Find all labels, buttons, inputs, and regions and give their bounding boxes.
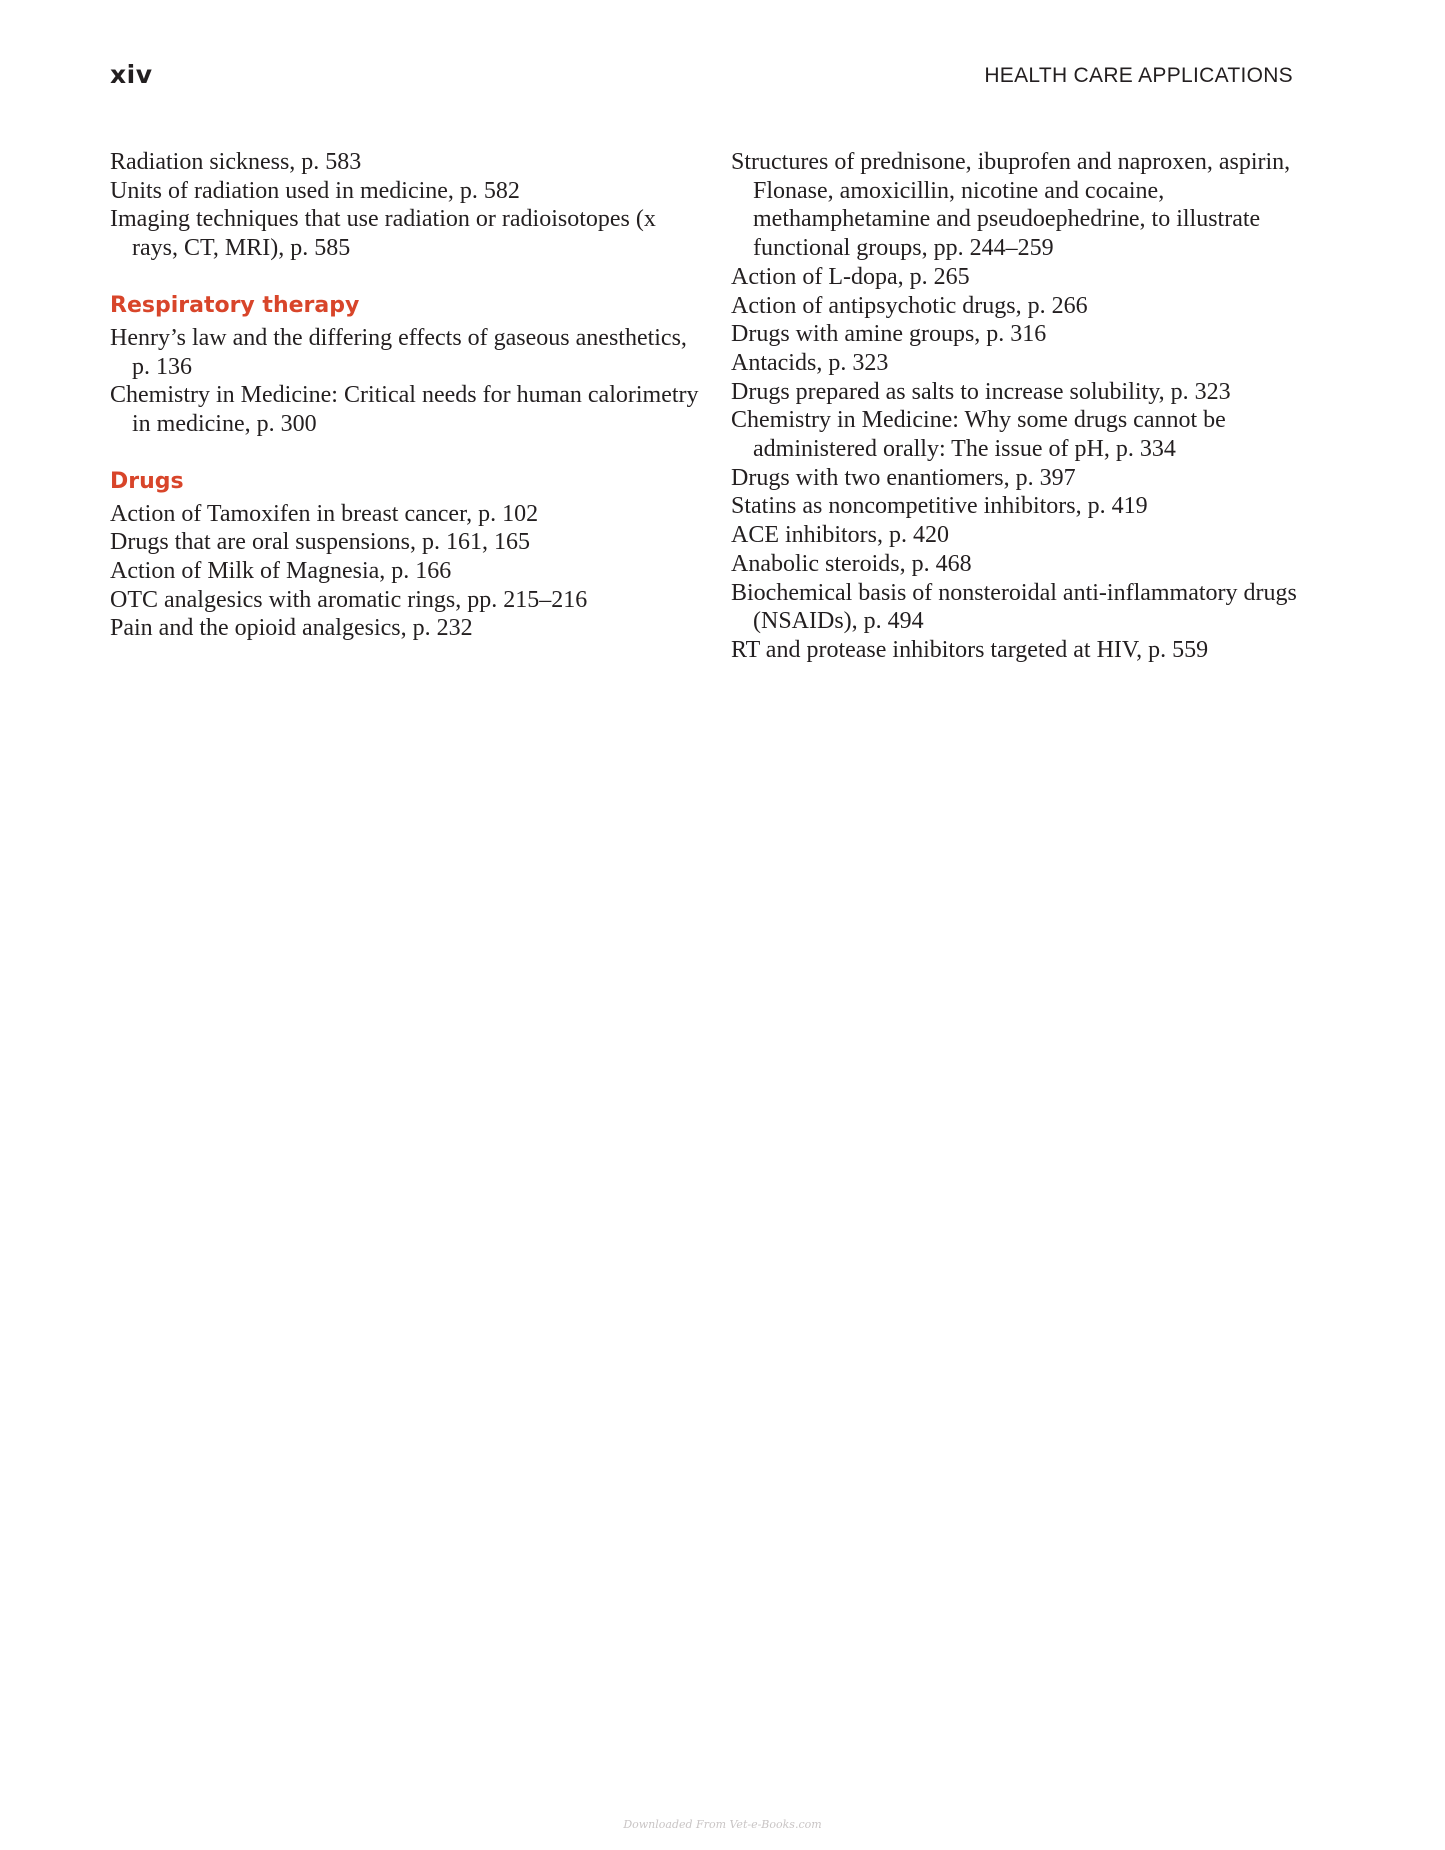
list-item: Units of radiation used in medicine, p. 582: [110, 177, 520, 204]
list-item: Imaging techniques that use radiation or radioisotopes (x rays, CT, MRI), p. 585: [110, 206, 656, 262]
list-item: Biochemical basis of nonsteroidal anti-inflammatory drugs (NSAIDs), p. 494: [731, 579, 1297, 635]
running-head: HEALTH CARE APPLICATIONS: [984, 64, 1293, 87]
page-number: xiv: [110, 60, 153, 89]
list-item: Antacids, p. 323: [731, 349, 889, 376]
section-heading-drugs: Drugs: [110, 468, 184, 494]
list-item: Drugs with two enantiomers, p. 397: [731, 464, 1076, 491]
list-item: Statins as noncompetitive inhibitors, p. 419: [731, 493, 1148, 520]
list-item: Chemistry in Medicine: Critical needs for human calorimetry in medicine, p. 300: [110, 382, 699, 437]
list-item: RT and protease inhibitors targeted at HIV, p. 559: [731, 636, 1209, 663]
list-item: Drugs prepared as salts to increase solubility, p. 323: [731, 378, 1231, 405]
list-item: Anabolic steroids, p. 468: [731, 550, 972, 577]
list-item: Structures of prednisone, ibuprofen and naproxen, aspirin, Flonase, amoxicillin, nicotine and cocaine, methamphetamine and pseudoephedrine, to illustrate functional groups, pp. 244–259: [731, 149, 1291, 262]
footer-watermark: Downloaded From Vet-e-Books.com: [623, 1818, 822, 1831]
list-item: Drugs with amine groups, p. 316: [731, 321, 1047, 348]
list-item: Radiation sickness, p. 583: [110, 149, 362, 175]
list-item: Chemistry in Medicine: Why some drugs cannot be administered orally: The issue of pH, p. 334: [731, 407, 1226, 463]
list-item: Action of Milk of Magnesia, p. 166: [110, 558, 452, 585]
list-item: ACE inhibitors, p. 420: [731, 522, 950, 549]
list-item: OTC analgesics with aromatic rings, pp. 215–216: [110, 586, 588, 613]
list-item: Drugs that are oral suspensions, p. 161, 165: [110, 529, 530, 556]
list-item: Action of antipsychotic drugs, p. 266: [731, 292, 1088, 319]
list-item: Henry’s law and the differing effects of gaseous anesthetics, p. 136: [110, 324, 687, 380]
right-column: [731, 148, 1331, 665]
list-item: Action of Tamoxifen in breast cancer, p. 102: [110, 500, 539, 527]
list-item: Pain and the opioid analgesics, p. 232: [110, 615, 473, 642]
list-item: Action of L-dopa, p. 265: [731, 263, 970, 290]
left-column: [110, 148, 700, 643]
section-heading-respiratory-therapy: Respiratory therapy: [110, 292, 360, 318]
